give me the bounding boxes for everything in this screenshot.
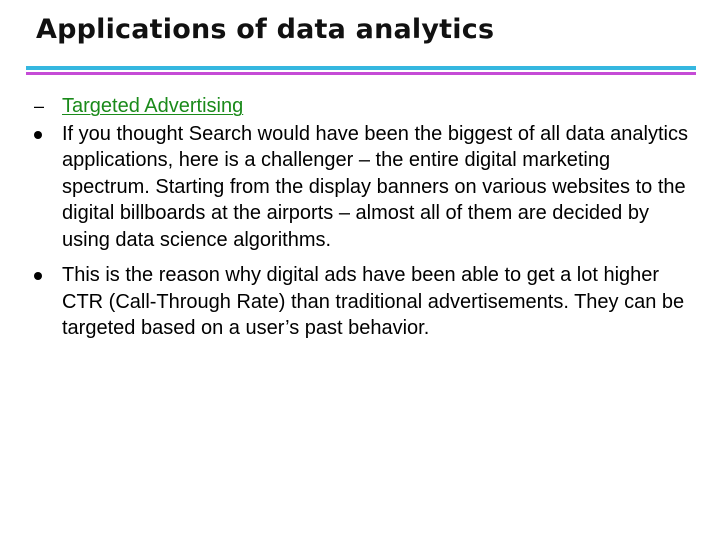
dash-glyph: –	[34, 96, 45, 116]
slide-body	[34, 93, 694, 342]
bullet-item	[34, 121, 694, 254]
bullet-marker	[34, 262, 62, 289]
dash-marker	[34, 93, 62, 120]
title-rule-blue	[26, 66, 696, 70]
bullet-text: If you thought Search would have been the biggest of all data analytics applications, here is a challenger – the entire digital marketing spectrum. Starting from the display banners on various websites to the digital billboards at the airports – almost all of them are decided by using data science algorithms.	[62, 122, 688, 251]
subheading-item	[34, 93, 694, 120]
bullet-marker	[34, 121, 62, 148]
slide-title: Applications of data analytics	[36, 14, 495, 45]
bullet-item	[34, 262, 694, 342]
bullet-text: This is the reason why digital ads have been able to get a lot higher CTR (Call-Through Rate) than traditional advertisements. They can be targeted based on a user’s past behavior.	[62, 264, 685, 339]
bullet-dot-icon	[34, 272, 42, 280]
targeted-advertising-link[interactable]: Targeted Advertising	[62, 95, 244, 117]
bullet-dot-icon	[34, 131, 42, 139]
title-rule-magenta	[26, 72, 696, 75]
